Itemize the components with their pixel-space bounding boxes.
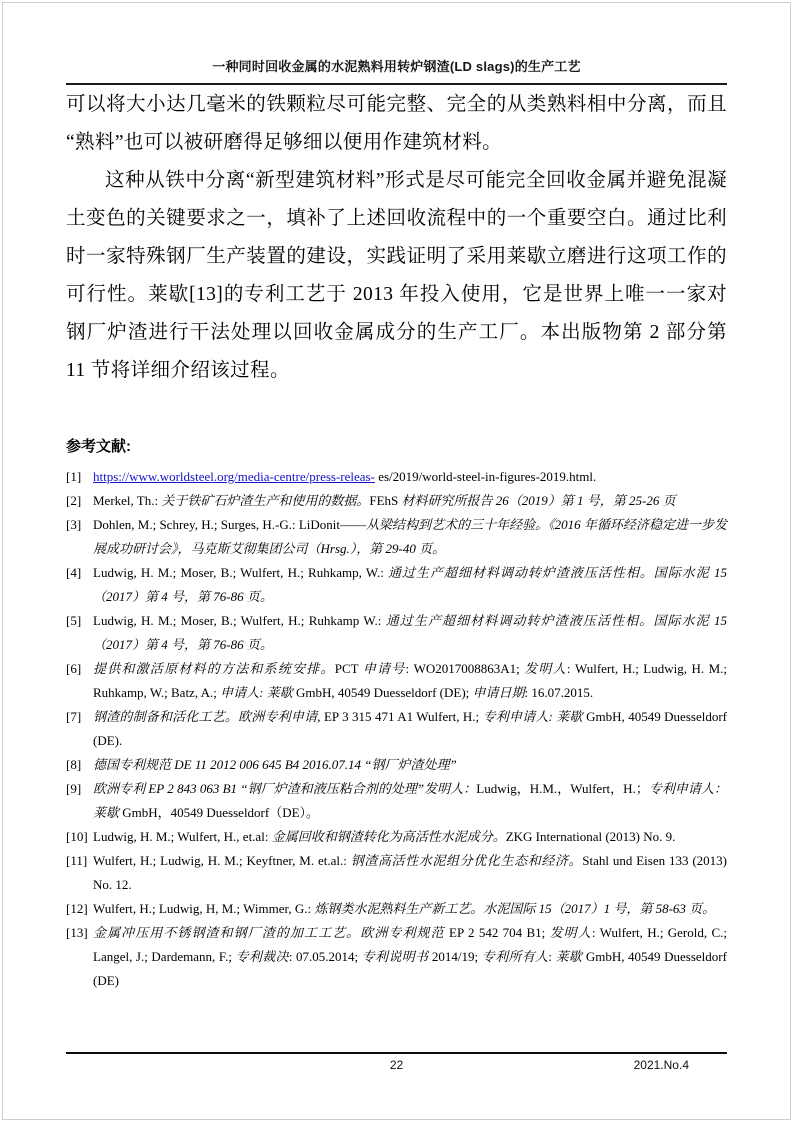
document-body (66, 86, 727, 993)
footer-row (66, 1058, 727, 1074)
reference-text-segment: 专利所有人 (481, 949, 549, 964)
reference-marker: [4] (66, 565, 82, 580)
body-paragraph-2: 这种从铁中分离“新型建筑材料”形式是尽可能完全回收金属并避免混凝土变色的关键要求之一，填补了上述回收流程中的一个重要空白。通过比利时一家特殊钢厂生产装置的建设，实践证明了采用莱歇立磨进行这项工作的可行性。莱歇[13]的专利工艺于 2013 年投入使用，它是世界上唯一一家对钢厂炉渣进行干法处理以回收金属成分的生产工厂。本出版物第 2 部分第 11 节将详细介绍该过程。 (66, 170, 727, 381)
reference-text-segment: GmbH, 40549 Duesseldorf (DE). (93, 709, 727, 748)
reference-text-segment: Ludwig, H. M.; Moser, B.; Wulfert, H.; Ruhkamp W.: (93, 613, 386, 628)
reference-text-segment: GmbH，40549 Duesseldorf（DE）。 (119, 805, 320, 820)
reference-item (66, 849, 727, 897)
reference-text-segment: 从梁结构到艺术的三十年经验。《2016 年循环经济稳定进一步发展成功研讨会》，马克斯艾彻集团公司（Hrsg.），第 29-40 页。 (93, 517, 727, 556)
reference-text-segment: : Wulfert, H.; Gerold, C.; Langel, J.; Dardemann, F.; (93, 925, 727, 964)
reference-item (66, 777, 727, 825)
reference-link[interactable]: https://www.worldsteel.org/media-centre/press-releas- (93, 469, 375, 484)
page-header (66, 0, 727, 85)
reference-text-segment: : WO2017008863A1; (405, 661, 525, 676)
reference-text-segment: 欧洲专利 EP 2 843 063 B1 “钢厂炉渣和液压粘合剂的处理”发明人： (93, 781, 477, 796)
reference-marker: [12] (66, 901, 88, 916)
reference-item (66, 705, 727, 753)
reference-text-segment: 专利说明书 (361, 949, 429, 964)
footer-rule (66, 1052, 727, 1054)
reference-marker: [5] (66, 613, 82, 628)
reference-text-segment: PCT (334, 661, 363, 676)
reference-text-segment: 通过生产超细材料调动转炉渣液压活性相。国际水泥 15（2017）第 4 号，第 76-86 页。 (93, 565, 727, 604)
reference-text-segment: Ludwig，H.M.，Wulfert，H.； (476, 781, 649, 796)
reference-text-segment: Ludwig, H. M.; Wulfert, H., et.al: (93, 829, 272, 844)
reference-text-segment: 钢渣的制备和活化工艺。欧洲专利申请 (93, 709, 318, 724)
reference-text-segment: Wulfert, H.; Ludwig, H, M.; Wimmer, G.: (93, 901, 315, 916)
reference-text-segment: 专利申请人: 莱歇 (482, 709, 583, 724)
reference-text-segment: 申请日期 (472, 685, 525, 700)
reference-marker: [10] (66, 829, 88, 844)
reference-text-segment: 材料研究所报告 26（2019）第 1 号，第 25-26 页 (401, 493, 676, 508)
reference-text-segment: , EP 3 315 471 A1 Wulfert, H.; (317, 709, 483, 724)
reference-marker: [1] (66, 469, 82, 484)
reference-text-segment: GmbH, 40549 Duesseldorf (DE); (292, 685, 473, 700)
reference-text-segment: : (548, 949, 556, 964)
reference-text-segment: : Wulfert, H.; Ludwig, H. M.; Ruhkamp, W.; Batz, A.; (93, 661, 727, 700)
reference-marker: [3] (66, 517, 82, 532)
page-number: 22 (389, 1058, 404, 1072)
reference-item (66, 753, 727, 777)
reference-text-segment: Wulfert, H.; Ludwig, H. M.; Keyftner, M. et.al.: (93, 853, 351, 868)
reference-item (66, 609, 727, 657)
reference-marker: [9] (66, 781, 82, 796)
references-list (66, 465, 727, 993)
reference-text-segment: : 16.07.2015. (524, 685, 594, 700)
reference-item (66, 489, 727, 513)
reference-marker: [2] (66, 493, 82, 508)
reference-text-segment: 提供和激活原材料的方法和系统安排。 (93, 661, 335, 676)
reference-text-segment: 炼钢类水泥熟料生产新工艺。水泥国际 15（2017）1 号，第 58-63 页。 (314, 901, 716, 916)
issue-label: 2021.No.4 (633, 1058, 689, 1072)
reference-text-segment: Dohlen, M.; Schrey, H.; Surges, H.-G.: LiDonit—— (93, 517, 367, 532)
body-paragraph-1: 可以将大小达几毫米的铁颗粒尽可能完整、完全的从类熟料相中分离，而且“熟料”也可以被研磨得足够细以便用作建筑材料。 (66, 94, 727, 153)
reference-text-segment: 关于铁矿石炉渣生产和使用的数据。 (161, 493, 370, 508)
reference-marker: [11] (66, 853, 88, 868)
reference-text-segment: 金属冲压用不锈钢渣和钢厂渣的加工工艺。欧洲专利规范 (93, 925, 445, 940)
reference-text-segment: ZKG International (2013) No. 9. (505, 829, 676, 844)
reference-text-segment: FEhS (369, 493, 402, 508)
reference-marker: [13] (66, 925, 88, 940)
reference-text-segment: 2014/19; (428, 949, 482, 964)
reference-item (66, 513, 727, 561)
reference-text-segment: 申请人: 莱歇 (220, 685, 293, 700)
references-heading: 参考文献: (66, 438, 131, 455)
reference-item (66, 657, 727, 705)
page-footer (66, 1052, 727, 1074)
reference-item (66, 825, 727, 849)
reference-text-segment: 钢渣高活性水泥组分优化生态和经济。 (350, 853, 583, 868)
reference-text-segment: 申请号 (362, 661, 406, 676)
reference-item (66, 561, 727, 609)
reference-text-segment: 通过生产超细材料调动转炉渣液压活性相。国际水泥 15（2017）第 4 号，第 76-86 页。 (93, 613, 727, 652)
reference-text-segment: Merkel, Th.: (93, 493, 162, 508)
reference-marker: [8] (66, 757, 82, 772)
reference-text-segment: Ludwig, H. M.; Moser, B.; Wulfert, H.; Ruhkamp, W.: (93, 565, 389, 580)
reference-text-segment: 专利裁决 (235, 949, 289, 964)
reference-item (66, 465, 727, 489)
header-rule (66, 83, 727, 85)
reference-marker: [6] (66, 661, 82, 676)
reference-text-segment: : 07.05.2014; (288, 949, 362, 964)
reference-text-segment: es/2019/world-steel-in-figures-2019.html. (374, 469, 597, 484)
reference-text-segment: 发明人 (524, 661, 567, 676)
reference-text-segment: 金属回收和钢渣转化为高活性水泥成分。 (271, 829, 506, 844)
reference-item (66, 897, 727, 921)
reference-text-segment: Stahl und Eisen 133 (2013) No. 12. (93, 853, 727, 892)
reference-marker: [7] (66, 709, 82, 724)
reference-text-segment: 德国专利规范 DE 11 2012 006 645 B4 2016.07.14 “钢厂炉渣处理” (93, 757, 457, 772)
reference-text-segment: 专利申请人：莱歇 (93, 781, 727, 820)
reference-text-segment: 发明人 (549, 925, 592, 940)
running-head-title: 一种同时回收金属的水泥熟料用转炉钢渣(LD slags)的生产工艺 (212, 59, 581, 74)
reference-text-segment: EP 2 542 704 B1; (444, 925, 550, 940)
reference-text-segment: GmbH, 40549 Duesseldorf (DE) (93, 949, 727, 988)
reference-text-segment: 莱歇 (555, 949, 583, 964)
reference-item (66, 921, 727, 993)
